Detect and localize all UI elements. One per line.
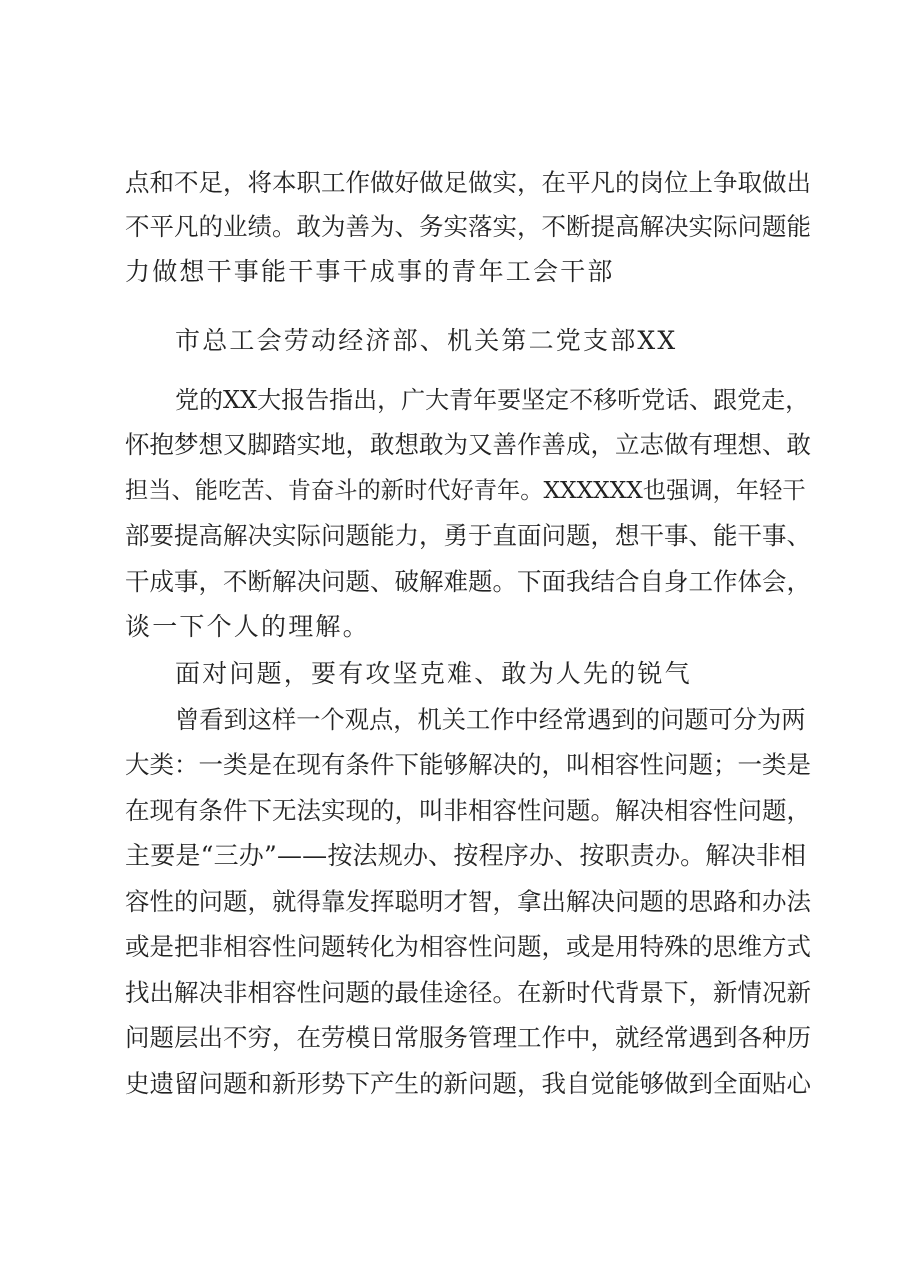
paragraph-line: 主要是“三办”——按法规办、按程序办、按职责办。解决非相 xyxy=(125,841,807,870)
intro-line: 力做想干事能干事干成事的青年工会干部 xyxy=(125,257,615,286)
paragraph-line: 问题层出不穷，在劳模日常服务管理工作中，就经常遇到各种历 xyxy=(125,1023,811,1052)
paragraph-line: 容性的问题，就得靠发挥聪明才智，拿出解决问题的思路和办法 xyxy=(125,887,811,916)
paragraph-line: 找出解决非相容性问题的最佳途径。在新时代背景下，新情况新 xyxy=(125,978,811,1007)
byline: 市总工会劳动经济部、机关第二党支部XX xyxy=(175,326,678,355)
paragraph-line: 部要提高解决实际问题能力，勇于直面问题，想干事、能干事、 xyxy=(125,521,811,550)
paragraph-line: 党的XX大报告指出，广大青年要坚定不移听党话、跟党走， xyxy=(175,386,810,414)
intro-line: 点和不足，将本职工作做好做足做实，在平凡的岗位上争取做出 xyxy=(125,168,811,197)
paragraph-line: 史遗留问题和新形势下产生的新问题，我自觉能够做到全面贴心 xyxy=(125,1069,811,1098)
intro-line: 不平凡的业绩。敢为善为、务实落实，不断提高解决实际问题能 xyxy=(125,212,811,241)
paragraph-line: 大类：一类是在现有条件下能够解决的，叫相容性问题；一类是 xyxy=(125,750,811,779)
paragraph-line: 谈一下个人的理解。 xyxy=(125,612,370,641)
paragraph-line: 曾看到这样一个观点，机关工作中经常遇到的问题可分为两 xyxy=(175,705,806,734)
paragraph-line: 在现有条件下无法实现的，叫非相容性问题。解决相容性问题， xyxy=(125,796,811,825)
section-subheading: 面对问题，要有攻坚克难、敢为人先的锐气 xyxy=(175,659,692,688)
paragraph-line: 担当、能吃苦、肯奋斗的新时代好青年。XXXXXX也强调，年轻干 xyxy=(125,477,806,504)
paragraph-line: 怀抱梦想又脚踏实地，敢想敢为又善作善成，立志做有理想、敢 xyxy=(125,430,811,459)
paragraph-line: 干成事，不断解决问题、破解难题。下面我结合自身工作体会， xyxy=(125,567,811,596)
paragraph-line: 或是把非相容性问题转化为相容性问题，或是用特殊的思维方式 xyxy=(125,932,811,961)
